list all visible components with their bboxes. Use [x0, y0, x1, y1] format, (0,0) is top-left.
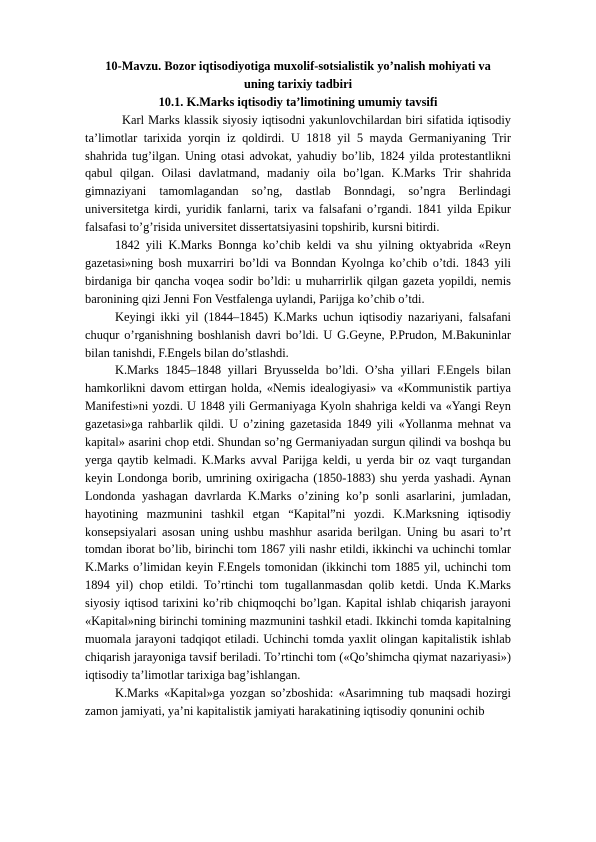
body-paragraph: 1842 yili K.Marks Bonnga ko’chib keldi va shu yilning oktyabrida «Reyn gazetasi»ning bosh muxarriri bo’ldi va Bonndan Kyolnga ko’chib o’tdi. 1843 yili birdaniga bir qancha voqea sodir bo’ldi: u muharrirlik qilgan gazeta yopildi, nemis baronining qizi Jenni Fon Vestfalenga uylandi, Parijga ko’chib o’tdi. — [85, 238, 511, 306]
document-page — [85, 58, 511, 721]
body-paragraph: K.Marks «Kapital»ga yozgan so’zboshida: «Asarimning tub maqsadi hozirgi zamon jamiyati, ya’ni kapitalistik jamiyati harakatining iqtisodiy qonunini ochib — [85, 685, 511, 718]
topic-heading: 10-Mavzu. Bozor iqtisodiyotiga muxolif-sotsialistik yo’nalish mohiyati va uning tarixiy tadbiri — [105, 59, 491, 91]
section-heading: 10.1. K.Marks iqtisodiy ta’limotining umumiy tavsifi — [158, 94, 438, 109]
body-paragraph: Karl Marks klassik siyosiy iqtisodni yakunlovchilardan biri sifatida iqtisodiy ta’limotlar tarixida yorqin iz qoldirdi. U 1818 yil 5 mayda Germaniyaning Trir shahrida tug’ilgan. Uning otasi advokat, yahudiy bo’lib, 1824 yilda protestantlikni qabul qilgan. Oilasi davlatmand, madaniy oila bo’lgan. K.Marks Trir shahrida gimnaziyani tamomlagandan so’ng, dastlab Bonndagi, so’ngra Berlindagi universitetga kirdi, yuridik fanlarni, tarix va falsafani o’rgandi. 1841 yilda Epikur falsafasi to’g’risida universitet dissertatsiyasini topshirib, kursni bitirdi. — [85, 112, 511, 235]
body-paragraph: K.Marks 1845–1848 yillari Bryusselda bo’ldi. O’sha yillari F.Engels bilan hamkorlikni davom ettirgan holda, «Nemis idealogiyasi» va «Kommunistik partiya Manifesti»ni yozdi. U 1848 yili Germaniyaga Kyoln shahriga keldi va «Yangi Reyn gazetasi»ga rahbarlik qildi. U o’zining gazetasida 1849 yili «Yollanma mehnat va kapital» asarini chop etdi. Shundan so’ng Germaniyadan surgun qilindi va boshqa bu yerga qaytib kelmadi. K.Marks avval Parijga keldi, u yerda bir oz vaqt turgandan keyin Londonga borib, umrining oxirigacha (1850-1883) shu yerda yashadi. Aynan Londonda yashagan davrlarda K.Marks o’zining ko’p sonli asarlarini, jumladan, hayotining mazmunini tashkil etgan “Kapital”ni yozdi. K.Marksning iqtisodiy konsepsiyalari asosan uning ushbu mashhur asarida berilgan. Uning bu asari to’rt tomdan iborat bo’lib, birinchi tom 1867 yili nashr etildi, ikkinchi va uchinchi tomlar K.Marks o’limidan keyin F.Engels tomonidan (ikkinchi tom 1885 yil, uchinchi tom 1894 yil) chop etildi. To’rtinchi tom tugallanmasdan qolib ketdi. Unda K.Marks siyosiy iqtisod tarixini ko’rib chiqmoqchi bo’lgan. Kapital ishlab chiqarish jarayoni «Kapital»ning birinchi tomining mazmunini tashkil etadi. Ikkinchi tomda kapitalning muomala jarayoni tadqiqot etiladi. Uchinchi tomda yaxlit olingan kapitalistik ishlab chiqarish jarayoniga tavsif beriladi. To’rtinchi tom («Qo’shimcha qiymat nazariyasi») iqtisodiy ta’limotlar tarixiga bag’ishlangan. — [85, 363, 511, 682]
body-paragraph: Keyingi ikki yil (1844–1845) K.Marks uchun iqtisodiy nazariyani, falsafani chuqur o’rganishning boshlanish davri bo’ldi. U G.Geyne, P.Prudon, M.Bakuninlar bilan tanishdi, F.Engels bilan do’stlashdi. — [85, 309, 511, 360]
